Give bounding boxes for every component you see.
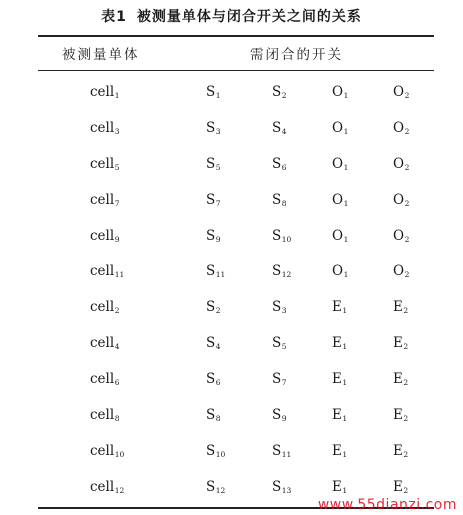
table-row [0, 289, 463, 325]
cell-name: cell$_4$ [90, 335, 120, 352]
cell-name: cell$_2$ [90, 299, 120, 316]
switch-1: $S_4$ [206, 335, 221, 352]
table-row [0, 182, 463, 218]
switch-3: $O_1$ [332, 155, 349, 172]
table-row [0, 433, 463, 469]
table-caption [0, 6, 463, 26]
switch-1: $S_5$ [206, 155, 221, 172]
switch-3: $E_1$ [332, 371, 348, 388]
switch-2: $S_5$ [272, 335, 287, 352]
switch-4: $E_2$ [393, 335, 409, 352]
header-unit: 被测量单体 [62, 47, 140, 63]
switch-2: $S_9$ [272, 407, 287, 424]
cell-name: cell$_7$ [90, 191, 120, 208]
table-row [0, 325, 463, 361]
cell-name: cell$_{12}$ [90, 478, 125, 495]
top-rule [38, 35, 434, 37]
table-row [0, 361, 463, 397]
switch-1: $S_6$ [206, 371, 221, 388]
table-row [0, 253, 463, 289]
switch-1: $S_{11}$ [206, 263, 226, 280]
switch-3: $O_1$ [332, 227, 349, 244]
table-row [0, 110, 463, 146]
switch-4: $E_2$ [393, 407, 409, 424]
cell-name: cell$_{11}$ [90, 263, 125, 280]
table-body [0, 74, 463, 505]
switch-4: $E_2$ [393, 442, 409, 459]
switch-3: $O_1$ [332, 263, 349, 280]
switch-3: $O_1$ [332, 191, 349, 208]
switch-1: $S_{10}$ [206, 442, 226, 459]
switch-2: $S_7$ [272, 371, 287, 388]
table-row [0, 397, 463, 433]
cell-name: cell$_9$ [90, 227, 120, 244]
switch-1: $S_1$ [206, 84, 221, 100]
switch-2: $S_4$ [272, 119, 287, 136]
watermark: www.55dianzi.com [317, 497, 457, 513]
switch-4: $E_2$ [393, 371, 409, 388]
switch-3: $E_1$ [332, 299, 348, 316]
caption-title: 被测量单体与闭合开关之间的关系 [136, 9, 362, 25]
switch-3: $O_1$ [332, 84, 349, 100]
switch-1: $S_8$ [206, 407, 221, 424]
switch-1: $S_{12}$ [206, 478, 226, 495]
switch-3: $E_1$ [332, 442, 348, 459]
switch-4: $O_2$ [393, 84, 410, 100]
switch-4: $E_2$ [393, 299, 409, 316]
switch-2: $S_6$ [272, 155, 287, 172]
cell-name: cell$_1$ [90, 84, 120, 100]
header-switches: 需闭合的开关 [250, 47, 343, 63]
switch-1: $S_7$ [206, 191, 221, 208]
switch-4: $O_2$ [393, 263, 410, 280]
switch-2: $S_8$ [272, 191, 287, 208]
cell-name: cell$_6$ [90, 371, 120, 388]
switch-2: $S_{10}$ [272, 227, 292, 244]
cell-name: cell$_8$ [90, 407, 120, 424]
caption-number: 表1 [101, 9, 127, 25]
switch-4: $O_2$ [393, 119, 410, 136]
switch-2: $S_{11}$ [272, 442, 292, 459]
cell-name: cell$_3$ [90, 119, 120, 136]
switch-2: $S_2$ [272, 84, 287, 100]
switch-4: $O_2$ [393, 227, 410, 244]
header-rule [38, 70, 434, 71]
switch-1: $S_9$ [206, 227, 221, 244]
switch-4: $E_2$ [393, 478, 409, 495]
switch-3: $O_1$ [332, 119, 349, 136]
switch-2: $S_3$ [272, 299, 287, 316]
switch-1: $S_3$ [206, 119, 221, 136]
switch-4: $O_2$ [393, 155, 410, 172]
table-row [0, 74, 463, 110]
switch-2: $S_{12}$ [272, 263, 292, 280]
table-row [0, 146, 463, 182]
switch-3: $E_1$ [332, 407, 348, 424]
cell-name: cell$_5$ [90, 155, 120, 172]
switch-3: $E_1$ [332, 478, 348, 495]
switch-2: $S_{13}$ [272, 478, 292, 495]
cell-name: cell$_{10}$ [90, 442, 125, 459]
switch-4: $O_2$ [393, 191, 410, 208]
table-row [0, 218, 463, 254]
switch-3: $E_1$ [332, 335, 348, 352]
switch-1: $S_2$ [206, 299, 221, 316]
